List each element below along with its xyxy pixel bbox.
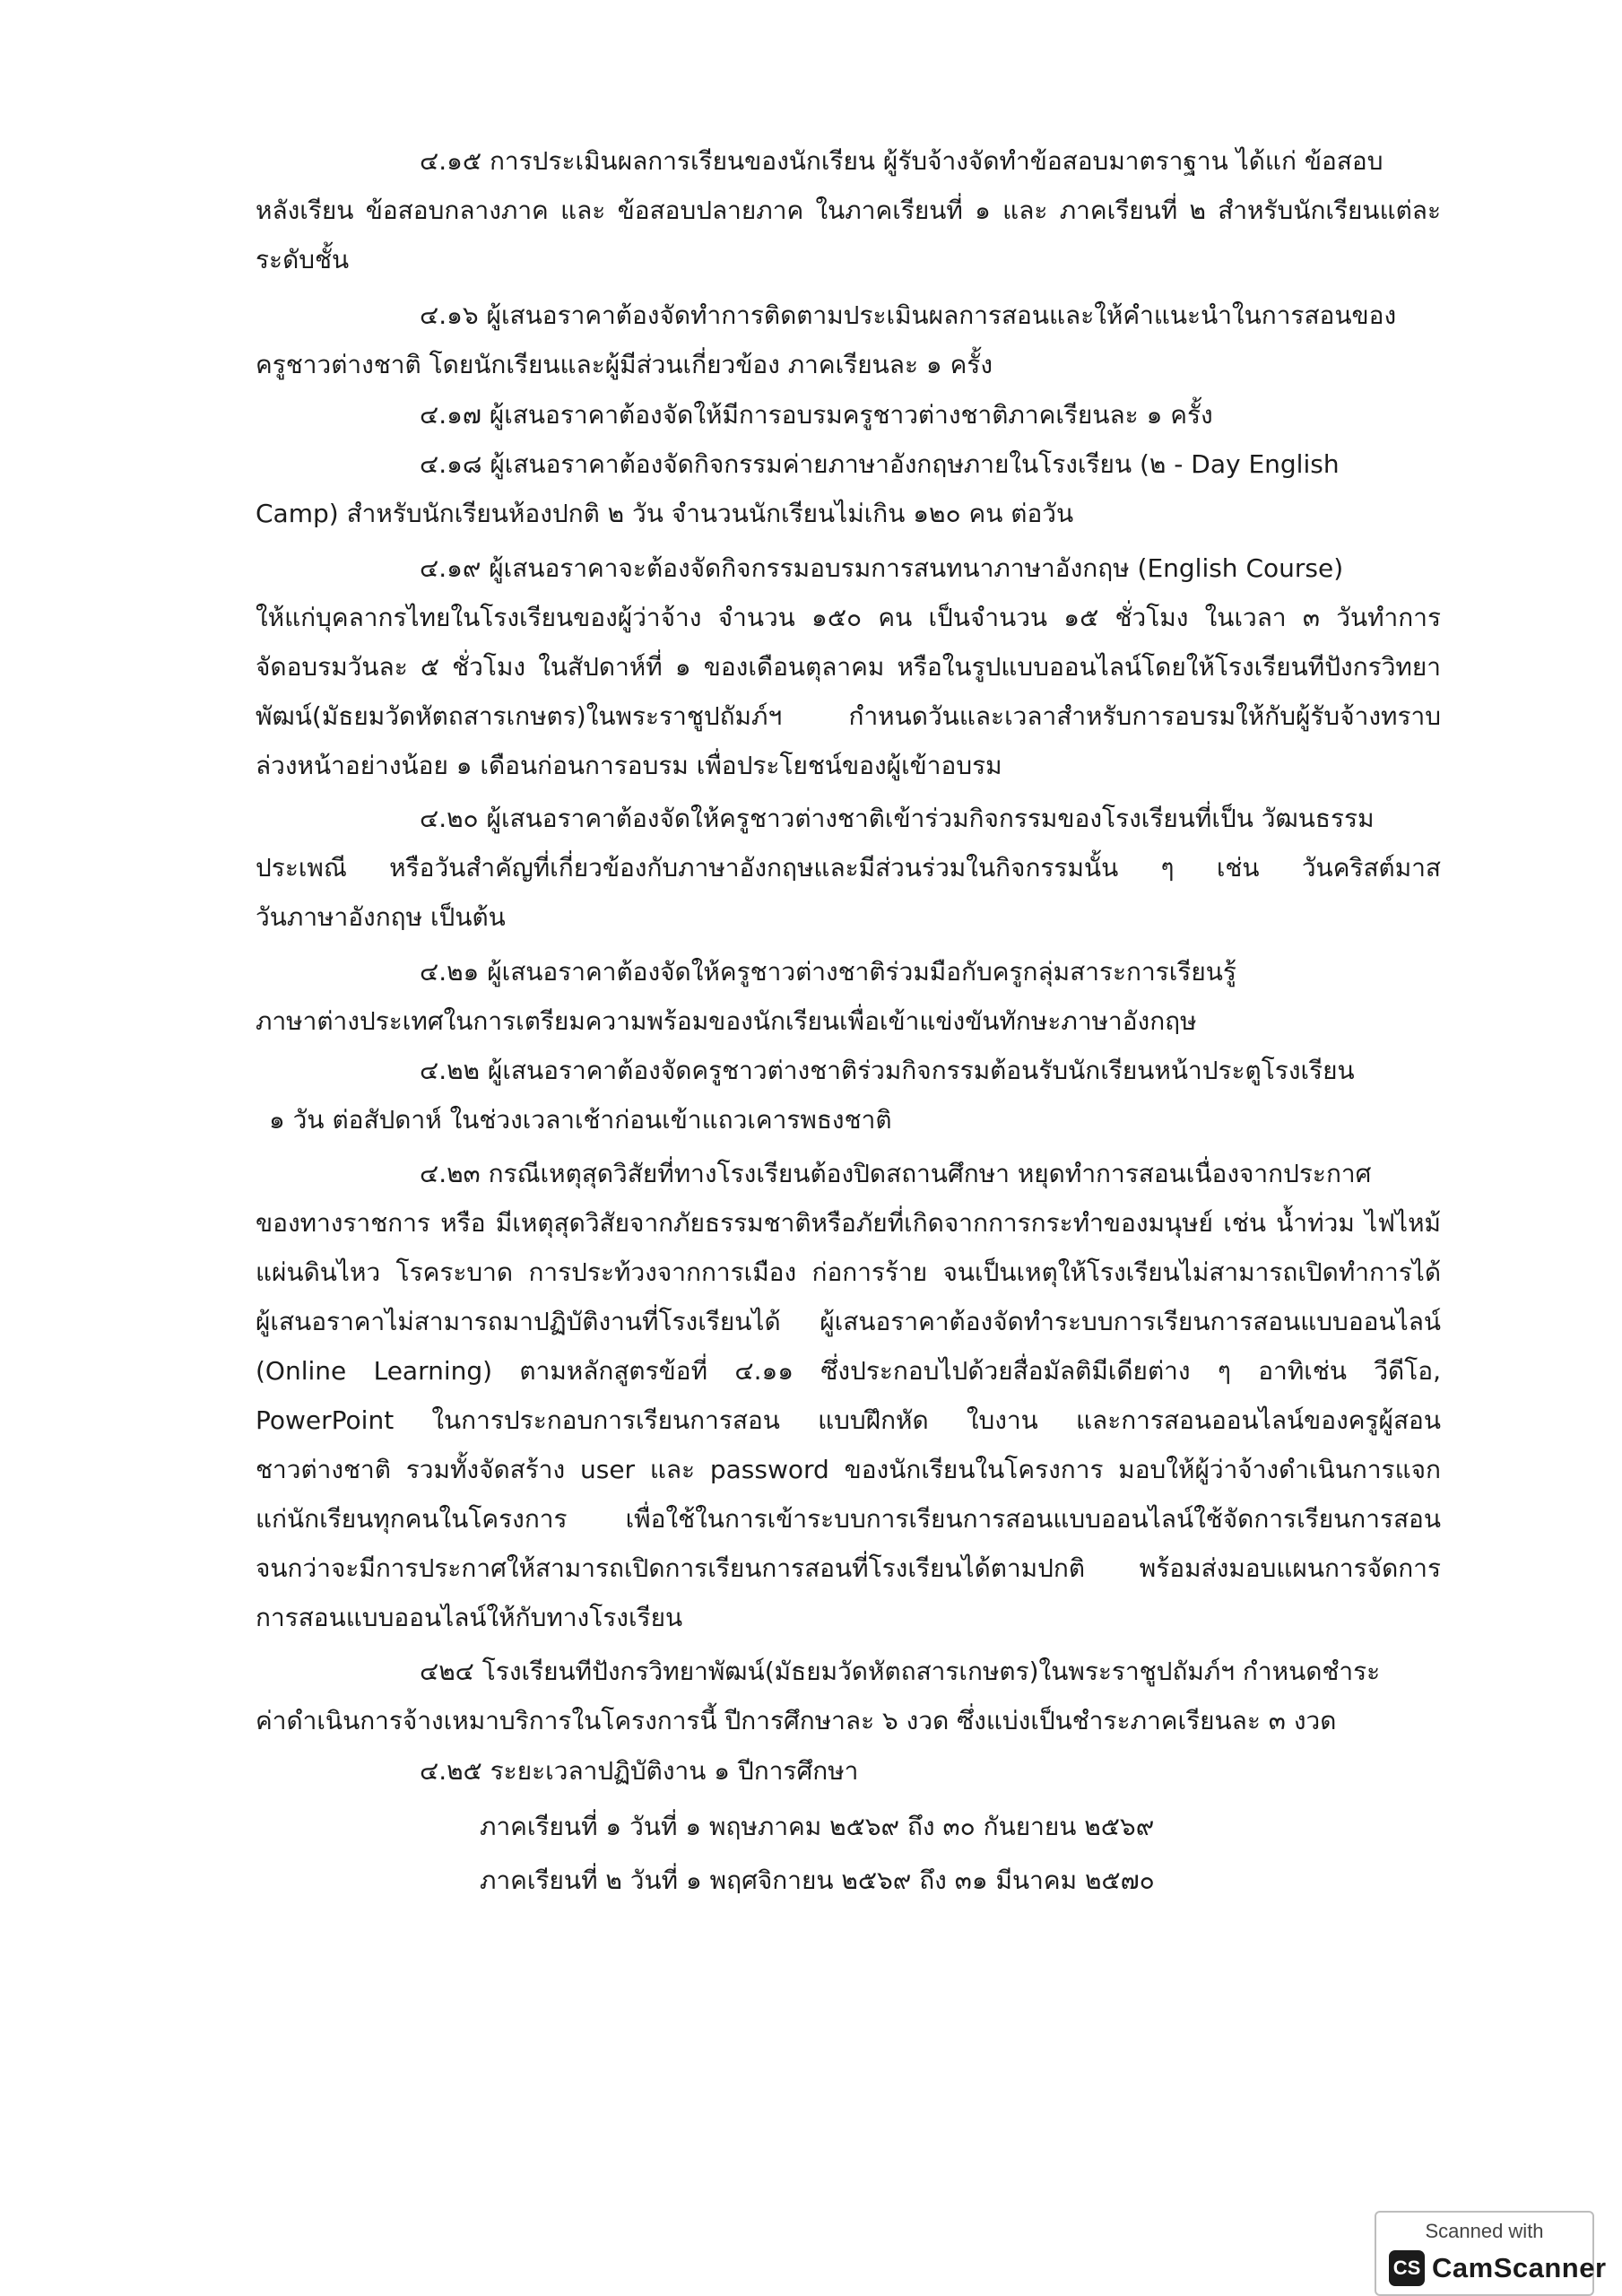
clause-4-21-line-2: ภาษาต่างประเทศในการเตรียมความพร้อมของนักเรียนเพื่อเข้าแข่งขันทักษะภาษาอังกฤษ <box>256 1006 1197 1036</box>
clause-4-19-line-2: ให้แก่บุคลากรไทยในโรงเรียนของผู้ว่าจ้าง จำนวน ๑๕๐ คน เป็นจำนวน ๑๕ ชั่วโมง ในเวลา ๓ วันทำการ <box>256 603 1441 632</box>
schedule-term-1: ภาคเรียนที่ ๑ วันที่ ๑ พฤษภาคม ๒๕๖๙ ถึง ๓๐ กันยายน ๒๕๖๙ <box>480 1812 1155 1841</box>
clause-4-19-line-4: พัฒน์(มัธยมวัดหัตถสารเกษตร)ในพระราชูปถัมภ์ฯ กำหนดวันและเวลาสำหรับการอบรมให้กับผู้รับจ้างทราบ <box>256 701 1441 731</box>
clause-4-25-line-1: ๔.๒๕ ระยะเวลาปฏิบัติงาน ๑ ปีการศึกษา <box>420 1756 859 1786</box>
clause-4-15-line-1: ๔.๑๕ การประเมินผลการเรียนของนักเรียน ผู้รับจ้างจัดทำข้อสอบมาตราฐาน ได้แก่ ข้อสอบ <box>420 146 1383 176</box>
clause-4-20-line-2: ประเพณี หรือวันสำคัญที่เกี่ยวข้องกับภาษาอังกฤษและมีส่วนร่วมในกิจกรรมนั้น ๆ เช่น วันคริสต์มาส <box>256 853 1441 883</box>
clause-4-15-line-2: หลังเรียน ข้อสอบกลางภาค และ ข้อสอบปลายภาค ในภาคเรียนที่ ๑ และ ภาคเรียนที่ ๒ สำหรับนักเรียนแต่ละ <box>256 196 1441 225</box>
clause-4-23-line-2: ของทางราชการ หรือ มีเหตุสุดวิสัยจากภัยธรรมชาติหรือภัยที่เกิดจากการกระทำของมนุษย์ เช่น น้ำท่วม ไฟไหม้ <box>256 1208 1441 1238</box>
clause-4-19-line-3: จัดอบรมวันละ ๕ ชั่วโมง ในสัปดาห์ที่ ๑ ของเดือนตุลาคม หรือในรูปแบบออนไลน์โดยให้โรงเรียนทีปังกรวิทยา <box>256 652 1441 682</box>
clause-4-17-line-1: ๔.๑๗ ผู้เสนอราคาต้องจัดให้มีการอบรมครูชาวต่างชาติภาคเรียนละ ๑ ครั้ง <box>420 400 1213 430</box>
clause-4-23-line-10: การสอนแบบออนไลน์ให้กับทางโรงเรียน <box>256 1603 683 1632</box>
clause-4-16-line-1: ๔.๑๖ ผู้เสนอราคาต้องจัดทำการติดตามประเมินผลการสอนและให้คำแนะนำในการสอนของ <box>420 300 1397 330</box>
clause-4-18-line-1: ๔.๑๘ ผู้เสนอราคาต้องจัดกิจกรรมค่ายภาษาอังกฤษภายในโรงเรียน (๒ - Day English <box>420 449 1340 479</box>
clause-4-23-line-4: ผู้เสนอราคาไม่สามารถมาปฏิบัติงานที่โรงเรียนได้ ผู้เสนอราคาต้องจัดทำระบบการเรียนการสอนแบบออนไลน์ <box>256 1307 1441 1336</box>
clause-4-23-line-1: ๔.๒๓ กรณีเหตุสุดวิสัยที่ทางโรงเรียนต้องปิดสถานศึกษา หยุดทำการสอนเนื่องจากประกาศ <box>420 1159 1372 1188</box>
clause-4-23-line-9: จนกว่าจะมีการประกาศให้สามารถเปิดการเรียนการสอนที่โรงเรียนได้ตามปกติ พร้อมส่งมอบแผนการจัดการ <box>256 1553 1441 1583</box>
clause-4-19-line-5: ล่วงหน้าอย่างน้อย ๑ เดือนก่อนการอบรม เพื่อประโยชน์ของผู้เข้าอบรม <box>256 751 1002 780</box>
clause-4-23-line-8: แก่นักเรียนทุกคนในโครงการ เพื่อใช้ในการเข้าระบบการเรียนการสอนแบบออนไลน์ใช้จัดการเรียนการสอน <box>256 1504 1441 1534</box>
camscanner-brand-text: CamScanner <box>1432 2252 1607 2283</box>
clause-4-16-line-2: ครูชาวต่างชาติ โดยนักเรียนและผู้มีส่วนเกี่ยวข้อง ภาคเรียนละ ๑ ครั้ง <box>256 350 993 379</box>
camscanner-watermark <box>1375 2211 1607 2296</box>
clause-4-24-line-2: ค่าดำเนินการจ้างเหมาบริการในโครงการนี้ ปีการศึกษาละ ๖ งวด ซึ่งแบ่งเป็นชำระภาคเรียนละ ๓ งวด <box>256 1706 1337 1735</box>
clause-4-23-line-7: ชาวต่างชาติ รวมทั้งจัดสร้าง user และ password ของนักเรียนในโครงการ มอบให้ผู้ว่าจ้างดำเนินการแจก <box>256 1455 1441 1484</box>
schedule-term-2: ภาคเรียนที่ ๒ วันที่ ๑ พฤศจิกายน ๒๕๖๙ ถึง ๓๑ มีนาคม ๒๕๗๐ <box>480 1866 1155 1895</box>
clause-4-18-line-2: Camp) สำหรับนักเรียนห้องปกติ ๒ วัน จำนวนนักเรียนไม่เกิน ๑๒๐ คน ต่อวัน <box>256 499 1074 528</box>
clause-4-22-line-2: ๑ วัน ต่อสัปดาห์ ในช่วงเวลาเช้าก่อนเข้าแถวเคารพธงชาติ <box>269 1105 892 1135</box>
clause-4-23-line-5: (Online Learning) ตามหลักสูตรข้อที่ ๔.๑๑ ซึ่งประกอบไปด้วยสื่อมัลติมีเดียต่าง ๆ อาทิเช่น วีดีโอ, <box>256 1356 1441 1386</box>
clause-4-23-line-3: แผ่นดินไหว โรคระบาด การประท้วงจากการเมือง ก่อการร้าย จนเป็นเหตุให้โรงเรียนไม่สามารถเปิดทำการได้ <box>256 1257 1441 1287</box>
clause-4-24-line-1: ๔๒๔ โรงเรียนทีปังกรวิทยาพัฒน์(มัธยมวัดหัตถสารเกษตร)ในพระราชูปถัมภ์ฯ กำหนดชำระ <box>420 1657 1381 1686</box>
scanned-with-text: Scanned with <box>1425 2220 1544 2242</box>
clause-4-19-line-1: ๔.๑๙ ผู้เสนอราคาจะต้องจัดกิจกรรมอบรมการสนทนาภาษาอังกฤษ (English Course) <box>420 553 1344 583</box>
clause-4-22-line-1: ๔.๒๒ ผู้เสนอราคาต้องจัดครูชาวต่างชาติร่วมกิจกรรมต้อนรับนักเรียนหน้าประตูโรงเรียน <box>420 1056 1355 1085</box>
clause-4-21-line-1: ๔.๒๑ ผู้เสนอราคาต้องจัดให้ครูชาวต่างชาติร่วมมือกับครูกลุ่มสาระการเรียนรู้ <box>420 957 1236 987</box>
clause-4-23-line-6: PowerPoint ในการประกอบการเรียนการสอน แบบฝึกหัด ใบงาน และการสอนออนไลน์ของครูผู้สอน <box>256 1405 1441 1435</box>
clause-4-20-line-1: ๔.๒๐ ผู้เสนอราคาต้องจัดให้ครูชาวต่างชาติเข้าร่วมกิจกรรมของโรงเรียนที่เป็น วัฒนธรรม <box>420 804 1375 833</box>
clause-4-15-line-3: ระดับชั้น <box>256 245 350 274</box>
camscanner-logo-icon: CS <box>1389 2250 1425 2286</box>
clause-4-20-line-3: วันภาษาอังกฤษ เป็นต้น <box>256 902 506 932</box>
